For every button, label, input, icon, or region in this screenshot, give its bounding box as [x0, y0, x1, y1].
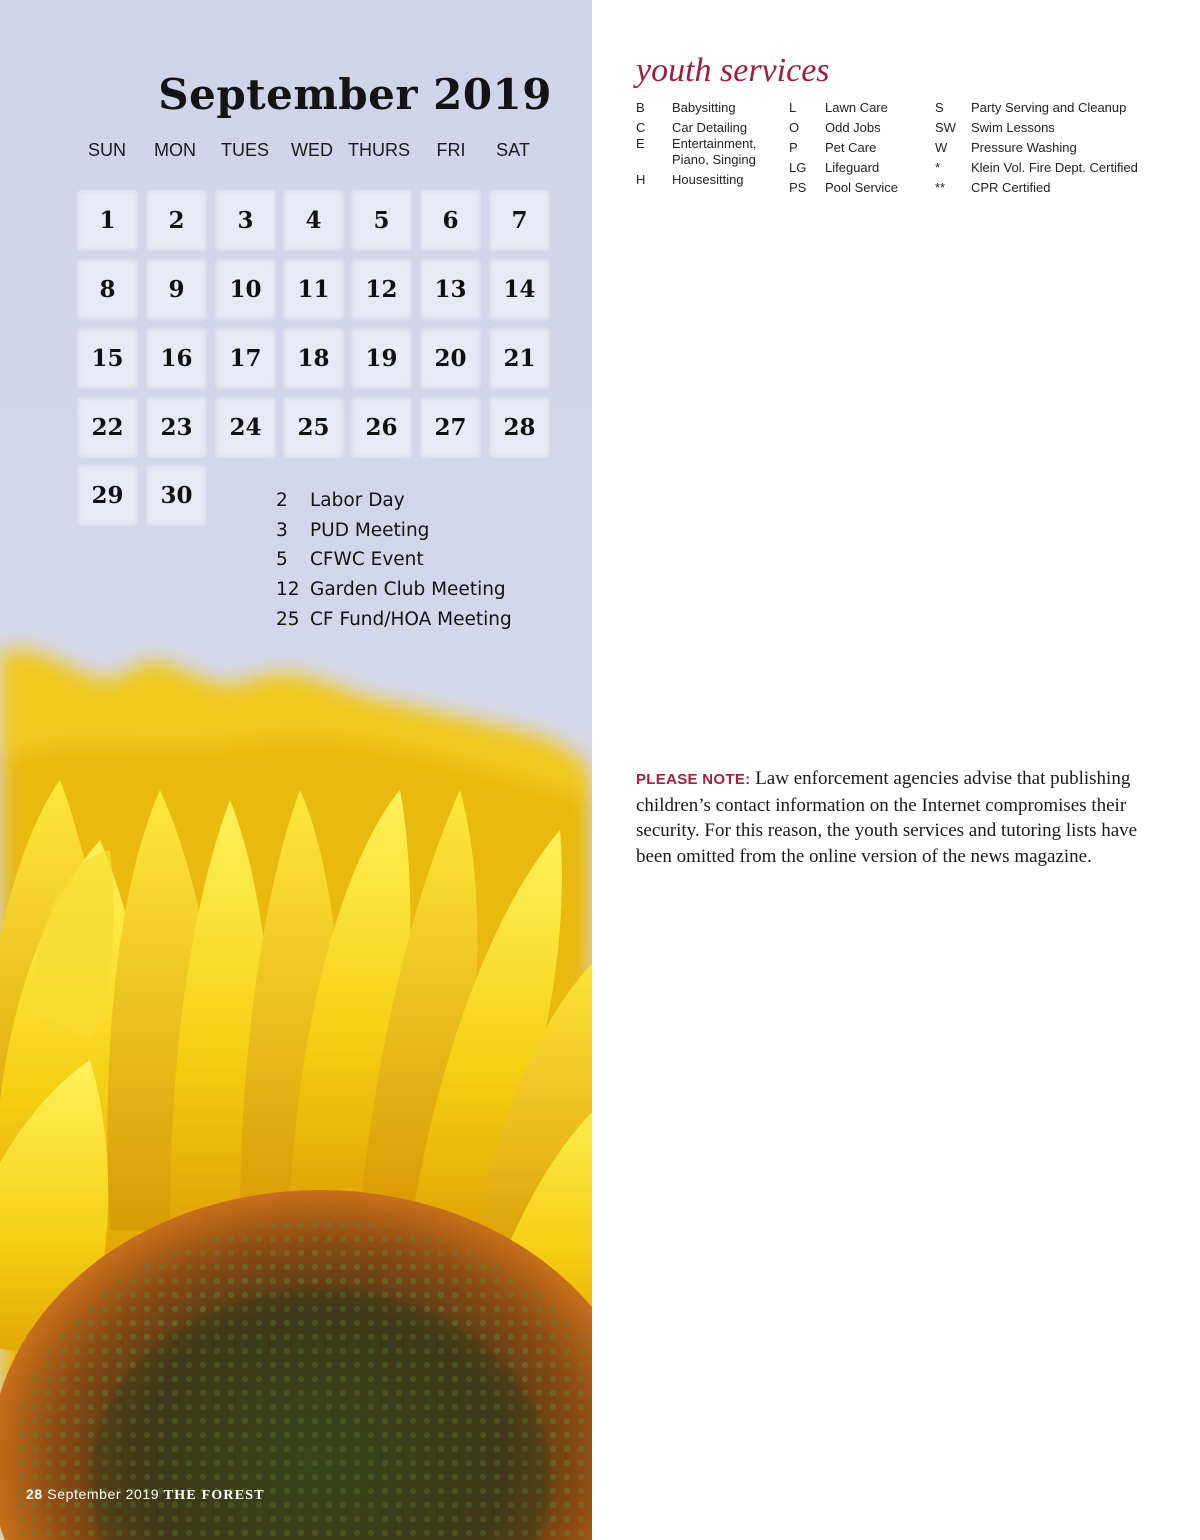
legend-code: S	[935, 100, 944, 115]
legend-code: C	[636, 120, 646, 135]
day-cell: 29	[76, 464, 139, 527]
event-item	[276, 549, 576, 579]
event-date: 2	[276, 490, 288, 511]
legend-item	[935, 140, 1175, 160]
day-cell: 15	[76, 327, 139, 390]
legend-label: Lawn Care	[825, 100, 888, 115]
day-cell: 5	[350, 189, 413, 252]
event-title: Labor Day	[310, 490, 405, 511]
day-cell: 6	[419, 189, 482, 252]
day-cell: 14	[488, 258, 551, 321]
legend-code: B	[636, 100, 645, 115]
legend-item	[636, 136, 786, 172]
day-cell: 9	[145, 258, 208, 321]
weekday-sun: SUN	[87, 140, 126, 160]
legend-code: P	[789, 140, 798, 155]
legend-item	[789, 180, 929, 200]
weekday-mon: MON	[154, 140, 196, 160]
magazine-name: THE FOREST	[163, 1488, 265, 1503]
legend-label: Swim Lessons	[971, 120, 1055, 135]
day-cell: 8	[76, 258, 139, 321]
calendar-panel	[0, 0, 592, 1540]
day-cell: 26	[350, 396, 413, 459]
legend-item	[636, 100, 786, 120]
youth-services-title: youth services	[636, 52, 830, 89]
legend-label: Pet Care	[825, 140, 877, 155]
legend-code: E	[636, 136, 645, 151]
day-cell: 7	[488, 189, 551, 252]
day-cell: 13	[419, 258, 482, 321]
day-cell: 27	[419, 396, 482, 459]
legend-column	[789, 100, 929, 200]
legend-code: **	[935, 180, 946, 195]
event-item	[276, 490, 576, 520]
day-cell: 10	[214, 258, 277, 321]
day-cell: 30	[145, 464, 208, 527]
legend-label: Lifeguard	[825, 160, 880, 175]
day-cell: 17	[214, 327, 277, 390]
month-title: September 2019	[158, 70, 552, 119]
legend-code: L	[789, 100, 797, 115]
event-title: Garden Club Meeting	[310, 579, 506, 601]
legend-item	[789, 140, 929, 160]
legend-item	[789, 100, 929, 120]
legend-item	[636, 172, 786, 188]
day-cell: 20	[419, 327, 482, 390]
legend-label: Klein Vol. Fire Dept. Certified	[971, 160, 1138, 175]
legend-code: H	[636, 172, 646, 187]
event-title: CF Fund/HOA Meeting	[310, 608, 512, 630]
legend-label: Pressure Washing	[971, 140, 1077, 155]
note-text: Law enforcement agencies advise that publishing children’s contact information on the Internet compromises their security. For this reason, the youth services and tutoring lists have been omitted from the online version of the news magazine.	[636, 768, 1138, 868]
legend-code: SW	[935, 120, 956, 135]
weekday-sat: SAT	[496, 140, 530, 160]
day-cell: 4	[282, 189, 345, 252]
day-cell: 18	[282, 327, 345, 390]
legend-label: Babysitting	[672, 100, 736, 115]
weekday-header	[72, 140, 562, 164]
page-footer	[26, 1486, 265, 1504]
day-cell: 21	[488, 327, 551, 390]
legend-label: CPR Certified	[971, 180, 1051, 195]
legend-column	[935, 100, 1175, 200]
day-cell: 11	[282, 258, 345, 321]
legend-code: PS	[789, 180, 807, 195]
legend-label: Odd Jobs	[825, 120, 881, 135]
weekday-wed: WED	[291, 140, 333, 160]
please-note	[636, 766, 1156, 870]
legend-label: Car Detailing	[672, 120, 748, 135]
page-number: 28	[26, 1486, 43, 1502]
event-title: PUD Meeting	[310, 519, 430, 541]
event-date: 5	[276, 549, 288, 571]
calendar-grid	[76, 189, 556, 529]
event-item	[276, 609, 576, 639]
legend-item	[935, 180, 1175, 200]
issue-date: September 2019	[47, 1486, 160, 1502]
event-item	[276, 520, 576, 550]
legend-item	[935, 120, 1175, 140]
day-cell: 2	[145, 189, 208, 252]
legend-code: O	[789, 120, 800, 135]
legend-code: LG	[789, 160, 807, 175]
event-date: 25	[276, 608, 300, 630]
event-title: CFWC Event	[310, 549, 424, 571]
day-cell: 24	[214, 396, 277, 459]
day-cell: 1	[76, 189, 139, 252]
services-legend	[636, 100, 1176, 210]
weekday-thurs: THURS	[348, 140, 410, 160]
note-label: PLEASE NOTE:	[636, 771, 751, 788]
legend-label: Housesitting	[672, 172, 744, 187]
weekday-fri: FRI	[436, 140, 466, 160]
day-cell: 22	[76, 396, 139, 459]
legend-column	[636, 100, 786, 188]
event-item	[276, 579, 576, 609]
legend-label: Pool Service	[825, 180, 898, 195]
legend-item	[935, 100, 1175, 120]
day-cell: 3	[214, 189, 277, 252]
day-cell: 12	[350, 258, 413, 321]
event-date: 12	[276, 579, 300, 601]
legend-label: Party Serving and Cleanup	[971, 100, 1127, 115]
legend-item	[789, 160, 929, 180]
weekday-tues: TUES	[220, 140, 269, 160]
day-cell: 28	[488, 396, 551, 459]
day-cell: 25	[282, 396, 345, 459]
legend-item	[636, 120, 786, 136]
legend-item	[935, 160, 1175, 180]
legend-code: W	[935, 140, 948, 155]
legend-item	[789, 120, 929, 140]
event-date: 3	[276, 519, 288, 541]
event-list	[276, 490, 576, 638]
legend-code: *	[935, 160, 941, 175]
day-cell: 16	[145, 327, 208, 390]
day-cell: 19	[350, 327, 413, 390]
legend-label: Entertainment, Piano, Singing	[672, 136, 757, 167]
day-cell: 23	[145, 396, 208, 459]
